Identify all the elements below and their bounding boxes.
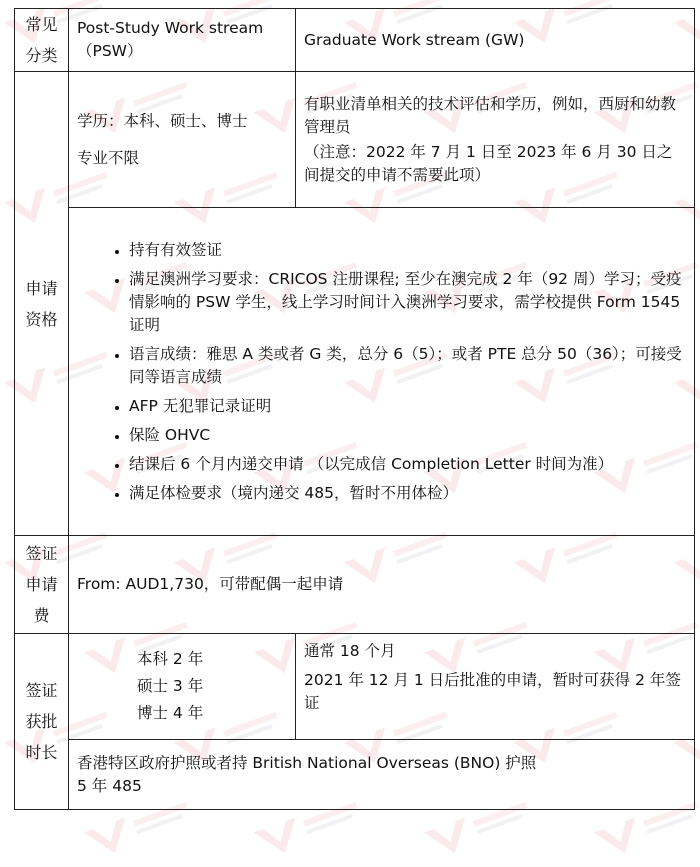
gw-education (296, 72, 695, 208)
list-item: • 结课后 6 个月内递交申请 （以完成信 Completion Letter 时间为准） (129, 450, 686, 479)
header-row (15, 9, 695, 72)
bno-line2: 5 年 485 (77, 776, 142, 795)
fee-row (15, 536, 695, 634)
gw-education-line: 有职业清单相关的技术评估和学历，例如，西厨和幼教管理员 (304, 94, 677, 136)
category-label: 常见分类 (15, 9, 69, 72)
psw-duration-phd: 博士 4 年 (137, 704, 204, 722)
psw-duration (69, 634, 296, 740)
psw-header: Post-Study Work stream（PSW） (69, 9, 296, 72)
list-item: • 语言成绩：雅思 A 类或者 G 类，总分 6（5）；或者 PTE 总分 50（36）；可接受同等语言成绩 (129, 340, 686, 392)
gw-duration-line1: 通常 18 个月 (304, 642, 396, 660)
gw-education-note: （注意：2022 年 7 月 1 日至 2023 年 6 月 30 日之间提交的申请不需要此项） (304, 142, 673, 184)
psw-degree: 学历：本科、硕士、博士 (77, 111, 248, 130)
psw-duration-master: 硕士 3 年 (137, 677, 204, 695)
duration-label: 签证获批时长 (15, 634, 69, 810)
bno-row (15, 740, 695, 810)
psw-education (69, 72, 296, 208)
list-item: • 满足体检要求（境内递交 485，暂时不用体检） (129, 479, 686, 508)
duration-row (15, 634, 695, 740)
fee-label: 签证申请费 (15, 536, 69, 634)
gw-header: Graduate Work stream (GW) (296, 9, 695, 72)
gw-duration (296, 634, 695, 740)
bno-cell (69, 740, 695, 810)
list-item: • 满足澳洲学习要求：CRICOS 注册课程; 至少在澳完成 2 年（92 周）学习；受疫情影响的 PSW 学生，线上学习时间计入澳洲学习要求，需学校提供 Form 1545 证明 (129, 265, 686, 340)
list-item: • 持有有效签证 (129, 236, 686, 265)
list-item: • AFP 无犯罪记录证明 (129, 392, 686, 421)
education-row (15, 72, 695, 208)
requirements-row (15, 208, 695, 536)
psw-duration-bachelor: 本科 2 年 (137, 650, 204, 668)
requirements-list (69, 236, 694, 508)
visa-comparison-document (14, 8, 694, 810)
visa-comparison-table (14, 8, 695, 810)
psw-major: 专业不限 (77, 148, 140, 167)
list-item: • 保险 OHVC (129, 421, 686, 450)
requirements-cell (69, 208, 695, 536)
bno-line1: 香港特区政府护照或者持 British National Overseas (BNO) 护照 (77, 753, 537, 772)
gw-duration-line2: 2021 年 12 月 1 日后批准的申请，暂时可获得 2 年签证 (304, 671, 681, 712)
fee-text: From: AUD1,730，可带配偶一起申请 (69, 536, 695, 634)
eligibility-label: 申请资格 (15, 72, 69, 536)
